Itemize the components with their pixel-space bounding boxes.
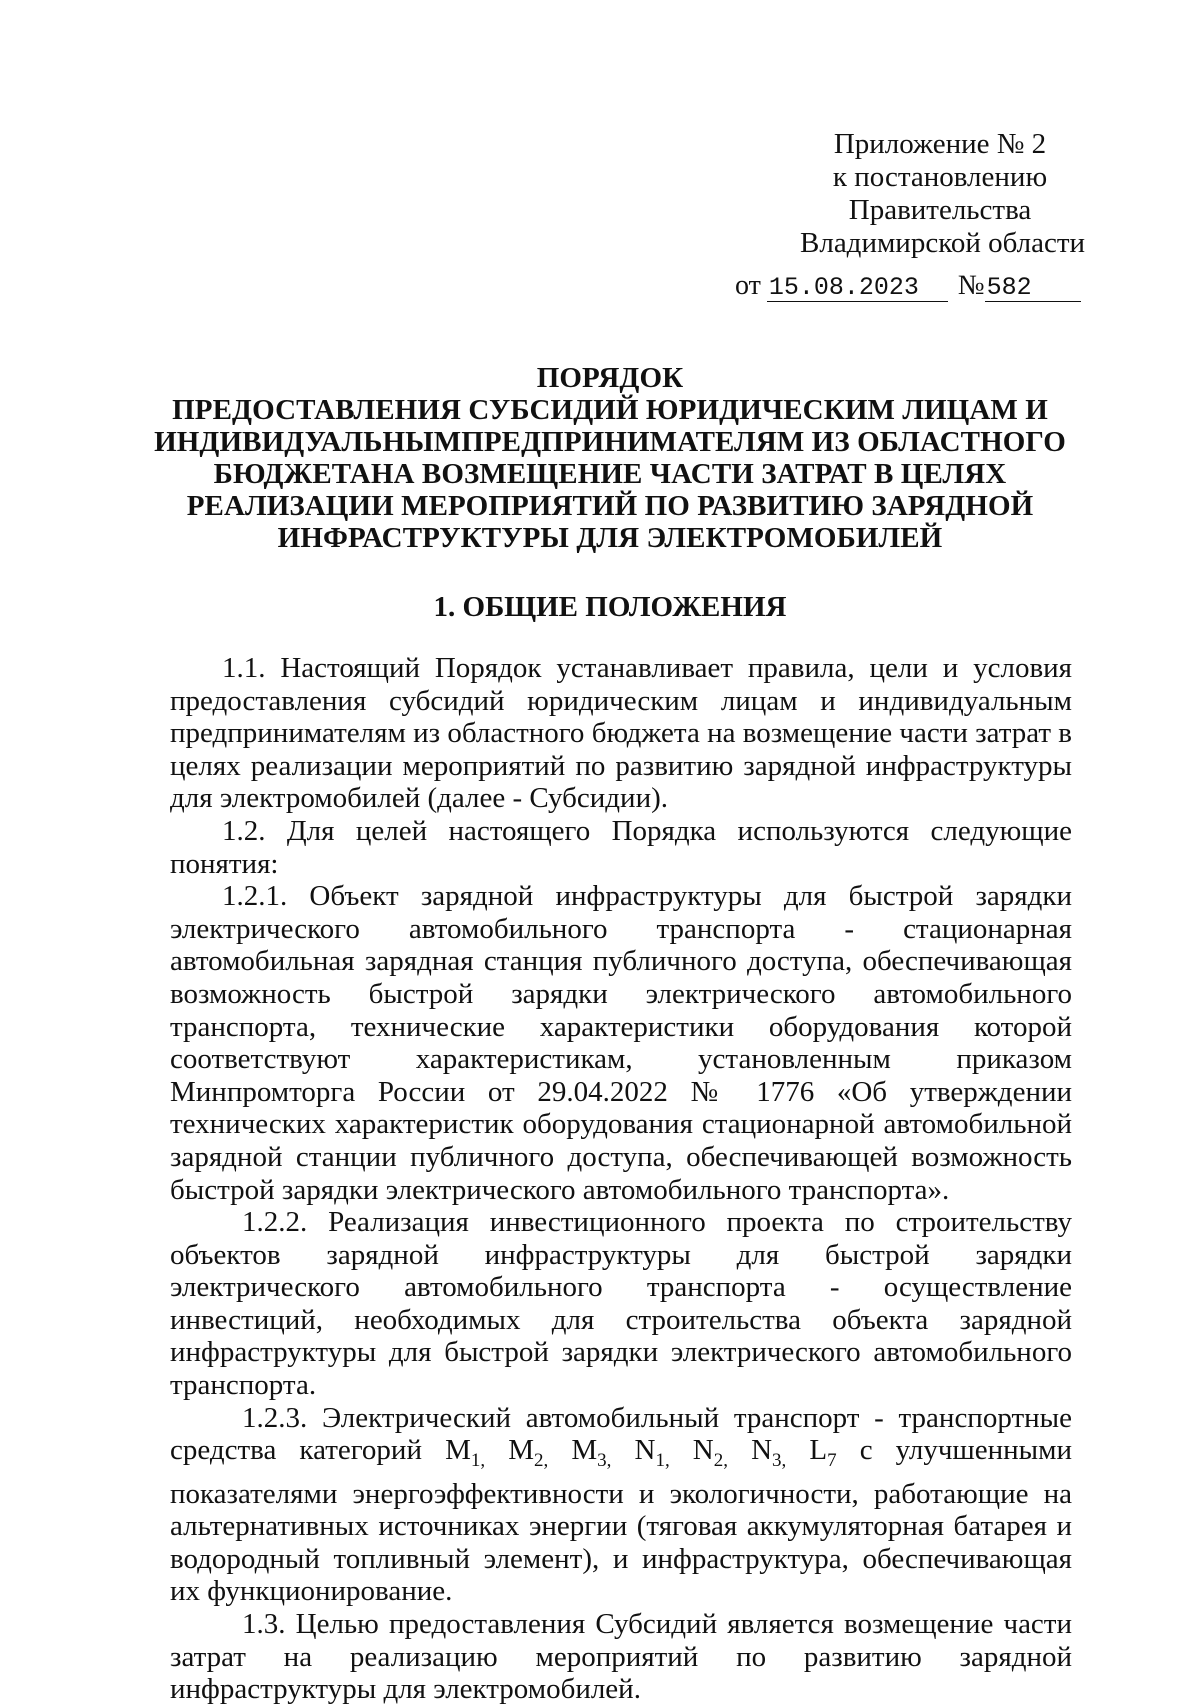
vehicle-category: $N_{3,}$ [751,1434,787,1472]
section-heading: 1. ОБЩИЕ ПОЛОЖЕНИЯ [433,591,787,623]
attachment-line-3: Правительства [848,194,1032,226]
paragraph-1-2-1: 1.2.1. Объект зарядной инфраструктуры для быстрой зарядки электрического автомобильного транспорта - стационарная автомобильная зарядная станция публичного доступа, обеспечивающая возможность быстрой зарядки электрического автомобильного транспорта, технические характеристики оборудования которой соответствуют характеристикам, установленным приказом Минпромторга России от 29.04.2022 № 1776 «Об утверждении технических характеристик оборудования стационарной автомобильной зарядной станции публичного доступа, обеспечивающей возможность быстрой зарядки электрического автомобильного транспорта». [170,880,1072,1206]
paragraph-1-3: 1.3. Целью предоставления Субсидий является возмещение части затрат на реализацию мероприятий по развитию зарядной инфраструктуры для электромобилей. [170,1608,1072,1706]
paragraph-1-2-3-rest: с улучшенными показателями энергоэффективности и экологичности, работающие на альтернативных источниках энергии (тяговая аккумуляторная батарея и водородный топливный элемент), и инфраструктура, обеспечивающая их функционирование. [170,1434,1073,1608]
paragraph-1-2-3-intro: 1.2.3. Электрический автомобильный транспорт - транспортные средства категорий [170,1401,1072,1467]
vehicle-category: $M_{3,}$ [571,1434,612,1472]
from-label: от [735,270,761,301]
paragraph-1-2-2: 1.2.2. Реализация инвестиционного проекта по строительству объектов зарядной инфраструктуры для быстрой зарядки электрического автомобильного транспорта - осуществление инвестиций, необходимых для строительства объекта зарядной инфраструктуры для быстрой зарядки электрического автомобильного транспорта. [170,1206,1072,1402]
vehicle-category-index: 2, [713,1450,728,1472]
title-line-6: ИНФРАСТРУКТУРЫ ДЛЯ ЭЛЕКТРОМОБИЛЕЙ [277,522,943,554]
attachment-line-4: Владимирской области [800,227,1086,259]
vehicle-category-index: 2, [534,1450,549,1472]
attachment-block [800,128,1086,260]
title-line-4: БЮДЖЕТАНА ВОЗМЕЩЕНИЕ ЧАСТИ ЗАТРАТ В ЦЕЛЯХ [213,458,1007,490]
document-title [150,362,1070,554]
vehicle-category-index: 1, [470,1450,486,1472]
decree-reference [735,270,1081,302]
vehicle-category: $M_{2,}$ [508,1434,549,1472]
paragraph-1-1: 1.1. Настоящий Порядок устанавливает правила, цели и условия предоставления субсидий юридическим лицам и индивидуальным предпринимателям из областного бюджета на возмещение части затрат в целях реализации мероприятий по развитию зарядной инфраструктуры для электромобилей (далее - Субсидии). [170,652,1072,815]
vehicle-category-index: 3, [772,1450,787,1472]
vehicle-category-index: 1, [655,1450,670,1472]
attachment-line-2: к постановлению [832,161,1048,193]
vehicle-category: $N_{1,}$ [634,1434,670,1472]
vehicle-category: $M_{1,}$ [445,1434,486,1472]
title-line-5: РЕАЛИЗАЦИИ МЕРОПРИЯТИЙ ПО РАЗВИТИЮ ЗАРЯДНОЙ [186,490,1034,522]
attachment-line-1: Приложение № 2 [833,128,1047,160]
vehicle-category: $N_{2,}$ [692,1434,728,1472]
number-label: № [957,270,985,301]
title-line-2: ПРЕДОСТАВЛЕНИЯ СУБСИДИЙ ЮРИДИЧЕСКИМ ЛИЦАМ И [172,394,1048,426]
paragraph-1-2-3 [170,1402,1072,1608]
title-line-3: ИНДИВИДУАЛЬНЫМПРЕДПРИНИМАТЕЛЯМ ИЗ ОБЛАСТНОГО [154,426,1066,458]
vehicle-category-index: 7 [827,1450,837,1472]
vehicle-category-index: 3, [597,1450,612,1472]
title-line-1: ПОРЯДОК [536,362,684,394]
decree-number: 582 [985,275,1081,302]
vehicle-category: $L_7$ [809,1434,837,1472]
paragraph-1-2: 1.2. Для целей настоящего Порядка используются следующие понятия: [170,814,1072,880]
document-body [170,652,1072,1706]
decree-date: 15.08.2023 [767,275,948,302]
